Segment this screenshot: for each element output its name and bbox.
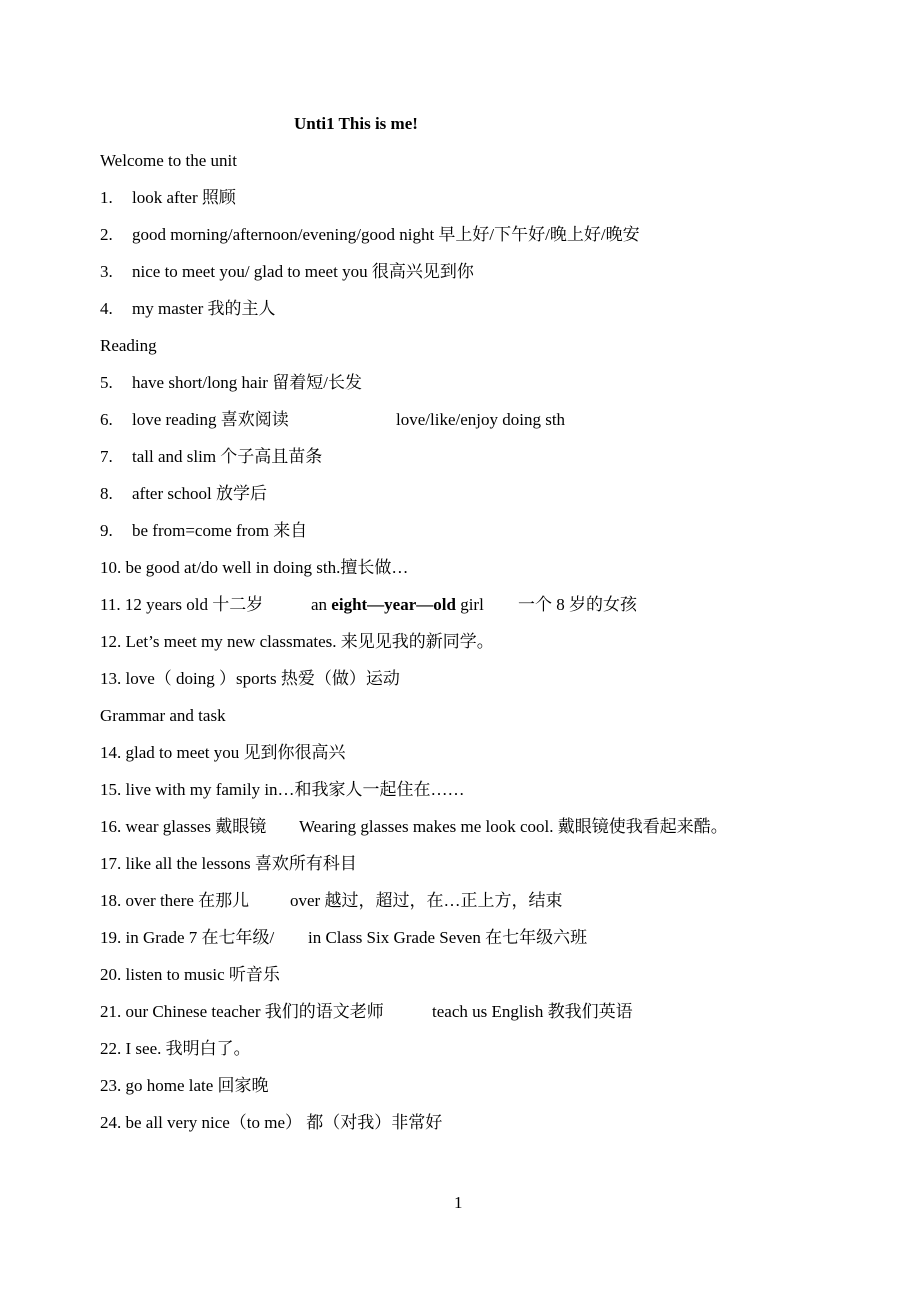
- item-extra: in Class Six Grade Seven 在七年级六班: [308, 928, 588, 947]
- item-translation: 一个 8 岁的女孩: [518, 595, 637, 614]
- item-text: love reading 喜欢阅读: [132, 410, 289, 429]
- list-item: [100, 372, 362, 394]
- item-number: 9.: [100, 521, 113, 540]
- item-number: 1.: [100, 188, 113, 207]
- extra-suffix: girl: [455, 595, 484, 614]
- item-text: be from=come from 来自: [132, 521, 308, 540]
- item-text: 21. our Chinese teacher 我们的语文老师: [100, 1002, 384, 1021]
- list-item: [100, 927, 588, 949]
- list-item: 24. be all very nice（to me） 都（对我）非常好: [100, 1113, 443, 1132]
- list-item: [100, 187, 236, 209]
- section-heading-grammar: Grammar and task: [100, 706, 226, 725]
- item-number: 6.: [100, 410, 113, 429]
- list-item: [100, 446, 322, 468]
- section-heading-welcome: Welcome to the unit: [100, 151, 237, 170]
- list-item: 22. I see. 我明白了。: [100, 1039, 251, 1058]
- item-text: look after 照顾: [132, 188, 236, 207]
- list-item: [100, 224, 640, 246]
- item-text: 16. wear glasses 戴眼镜: [100, 817, 267, 836]
- item-text: tall and slim 个子高且苗条: [132, 447, 323, 466]
- list-item: 10. be good at/do well in doing sth.擅长做…: [100, 558, 409, 577]
- item-text: nice to meet you/ glad to meet you 很高兴见到你: [132, 262, 474, 281]
- item-number: 3.: [100, 262, 113, 281]
- section-heading-reading: Reading: [100, 336, 157, 355]
- extra-prefix: an: [311, 595, 332, 614]
- list-item: 13. love（ doing ）sports 热爱（做）运动: [100, 669, 400, 688]
- item-number: 2.: [100, 225, 113, 244]
- item-number: 7.: [100, 447, 113, 466]
- list-item: [100, 483, 267, 505]
- list-item: [100, 890, 563, 912]
- list-item: [100, 409, 566, 431]
- item-extra: over 越过，超过，在…正上方，结束: [290, 891, 563, 910]
- item-extra: Wearing glasses makes me look cool. 戴眼镜使我看起来酷。: [299, 817, 728, 836]
- list-item: [100, 594, 637, 616]
- list-item: 20. listen to music 听音乐: [100, 965, 280, 984]
- item-text: 18. over there 在那儿: [100, 891, 250, 910]
- item-text: good morning/afternoon/evening/good night 早上好/下午好/晚上好/晚安: [132, 225, 640, 244]
- list-item: [100, 261, 474, 283]
- item-extra: love/like/enjoy doing sth: [396, 410, 566, 429]
- item-number: 5.: [100, 373, 113, 392]
- list-item: [100, 816, 728, 838]
- list-item: 12. Let’s meet my new classmates. 来见见我的新同学。: [100, 632, 494, 651]
- list-item: 23. go home late 回家晚: [100, 1076, 269, 1095]
- item-extra: teach us English 教我们英语: [432, 1002, 633, 1021]
- list-item: [100, 1001, 633, 1023]
- item-text: 11. 12 years old 十二岁: [100, 595, 264, 614]
- item-text: my master 我的主人: [132, 299, 276, 318]
- item-text: after school 放学后: [132, 484, 268, 503]
- extra-bold: eight—year—old: [331, 595, 456, 614]
- item-text: 19. in Grade 7 在七年级/: [100, 928, 275, 947]
- list-item: [100, 298, 276, 320]
- page-title: Unti1 This is me!: [294, 114, 418, 133]
- list-item: 14. glad to meet you 见到你很高兴: [100, 743, 346, 762]
- item-number: 8.: [100, 484, 113, 503]
- list-item: 15. live with my family in…和我家人一起住在……: [100, 780, 465, 799]
- item-number: 4.: [100, 299, 113, 318]
- page-number: 1: [454, 1193, 463, 1212]
- list-item: 17. like all the lessons 喜欢所有科目: [100, 854, 357, 873]
- list-item: [100, 520, 307, 542]
- item-extra: [311, 594, 484, 616]
- item-text: have short/long hair 留着短/长发: [132, 373, 362, 392]
